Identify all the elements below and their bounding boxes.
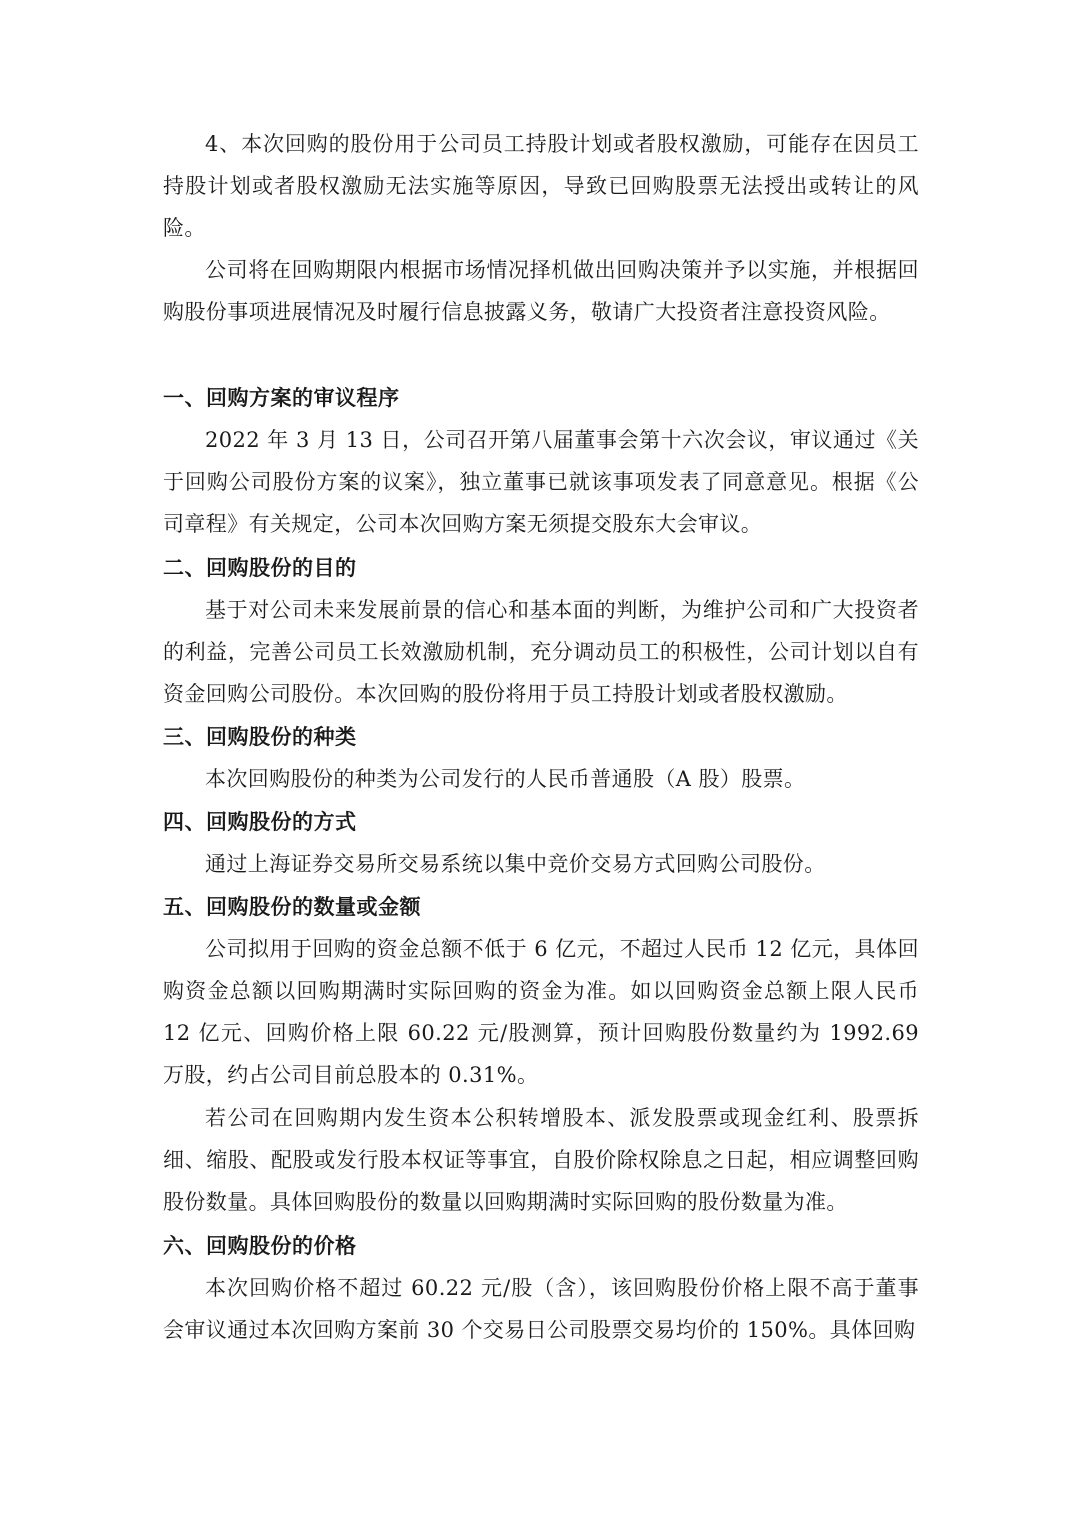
section-5-paragraph-1: 公司拟用于回购的资金总额不低于 6 亿元，不超过人民币 12 亿元，具体回购资金总额以回购期满时实际回购的资金为准。如以回购资金总额上限人民币 12 亿元、回购价格上限 60.22 元/股测算，预计回购股份数量约为 1992.69 万股，约占公司目前总股本的 0.31%。: [163, 937, 919, 1087]
section-3-paragraph: 本次回购股份的种类为公司发行的人民币普通股（A 股）股票。: [205, 767, 806, 791]
section-1-paragraph: 2022 年 3 月 13 日，公司召开第八届董事会第十六次会议，审议通过《关于回购公司股份方案的议案》，独立董事已就该事项发表了同意意见。根据《公司章程》有关规定，公司本次回购方案无须提交股东大会审议。: [163, 428, 919, 536]
section-4-heading: 四、回购股份的方式: [163, 810, 357, 834]
section-6-paragraph: 本次回购价格不超过 60.22 元/股（含），该回购股份价格上限不高于董事会审议通过本次回购方案前 30 个交易日公司股票交易均价的 150%。具体回购: [163, 1276, 919, 1342]
section-3-heading: 三、回购股份的种类: [163, 725, 357, 749]
risk-notice-paragraph: 公司将在回购期限内根据市场情况择机做出回购决策并予以实施，并根据回购股份事项进展情况及时履行信息披露义务，敬请广大投资者注意投资风险。: [163, 258, 919, 324]
section-5-heading: 五、回购股份的数量或金额: [163, 895, 421, 919]
section-6-heading: 六、回购股份的价格: [163, 1234, 357, 1258]
section-5-paragraph-2: 若公司在回购期内发生资本公积转增股本、派发股票或现金红利、股票拆细、缩股、配股或发行股本权证等事宜，自股价除权除息之日起，相应调整回购股份数量。具体回购股份的数量以回购期满时实际回购的股份数量为准。: [163, 1106, 919, 1214]
section-2-heading: 二、回购股份的目的: [163, 556, 357, 580]
section-4-paragraph: 通过上海证券交易所交易系统以集中竞价交易方式回购公司股份。: [205, 852, 826, 876]
risk-item-4-paragraph: 4、本次回购的股份用于公司员工持股计划或者股权激励，可能存在因员工持股计划或者股权激励无法实施等原因，导致已回购股票无法授出或转让的风险。: [163, 132, 919, 240]
section-2-paragraph: 基于对公司未来发展前景的信心和基本面的判断，为维护公司和广大投资者的利益，完善公司员工长效激励机制，充分调动员工的积极性，公司计划以自有资金回购公司股份。本次回购的股份将用于员工持股计划或者股权激励。: [163, 598, 919, 706]
section-1-heading: 一、回购方案的审议程序: [163, 386, 400, 410]
